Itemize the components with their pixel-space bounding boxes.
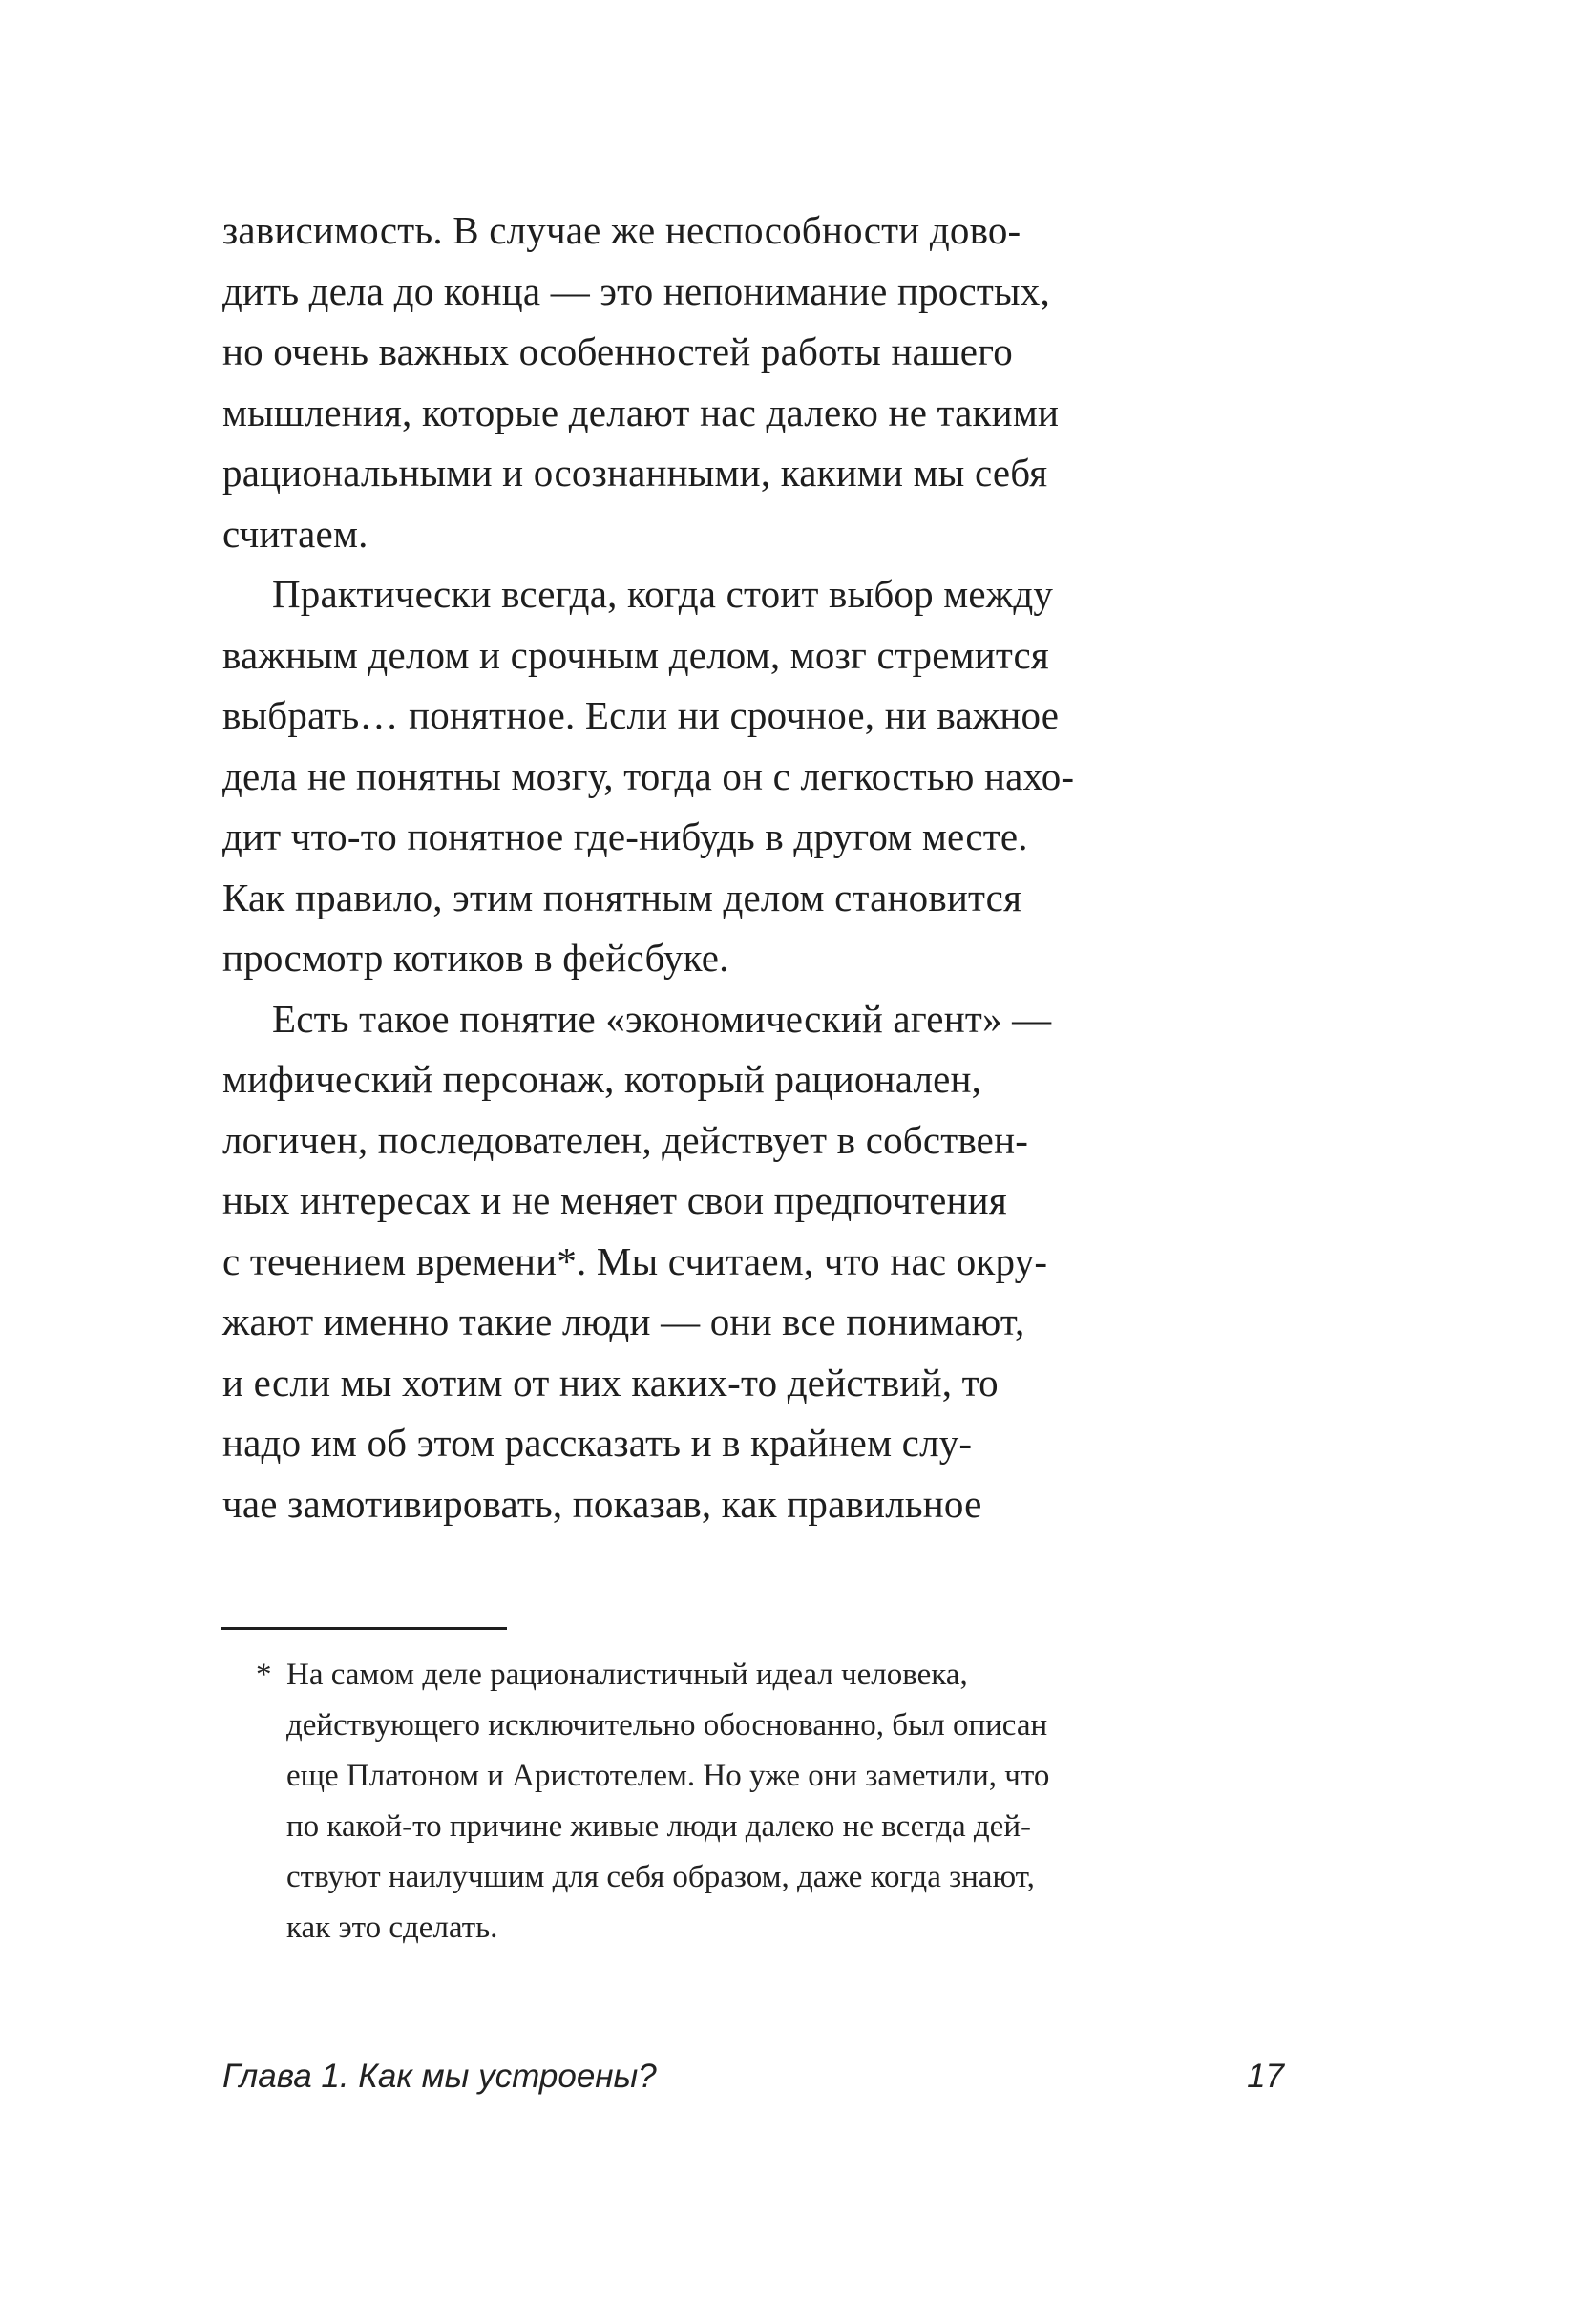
footnote-line: как это сделать. bbox=[286, 1911, 498, 1945]
paragraph bbox=[222, 564, 1282, 989]
footnote-line: действующего исключительно обоснованно, был описан bbox=[286, 1708, 1048, 1743]
running-head: Глава 1. Как мы устроены? bbox=[222, 2058, 657, 2095]
footnote-divider bbox=[221, 1627, 507, 1630]
text-line: мышления, которые делают нас далеко не такими bbox=[222, 390, 1060, 434]
footnote-text: На самом деле рационалистичный идеал человека, bbox=[286, 1658, 968, 1692]
paragraph bbox=[222, 201, 1282, 564]
text-line: дит что-то понятное где-нибудь в другом месте. bbox=[222, 814, 1028, 858]
text-line: Как правило, этим понятным делом становится bbox=[222, 875, 1022, 919]
footnote-line bbox=[256, 1650, 1287, 1701]
footnote bbox=[256, 1650, 1287, 1954]
text-line: Практически всегда, когда стоит выбор между bbox=[272, 572, 1054, 616]
paragraph bbox=[222, 989, 1282, 1535]
text-line: выбрать… понятное. Если ни срочное, ни важное bbox=[222, 693, 1060, 737]
text-line: важным делом и срочным делом, мозг стремится bbox=[222, 632, 1049, 677]
text-line: с течением времени*. Мы считаем, что нас окру- bbox=[222, 1238, 1048, 1283]
text-line: дить дела до конца — это непонимание простых, bbox=[222, 268, 1050, 313]
text-line: надо им об этом рассказать и в крайнем слу- bbox=[222, 1421, 973, 1465]
text-line: чае замотивировать, показав, как правильное bbox=[222, 1481, 982, 1526]
footnote-line: ствуют наилучшим для себя образом, даже когда знают, bbox=[286, 1860, 1035, 1894]
text-line: жают именно такие люди — они все понимают, bbox=[222, 1299, 1025, 1343]
text-line: рациональными и осознанными, какими мы себя bbox=[222, 451, 1048, 495]
text-line: Есть такое понятие «экономический агент» — bbox=[272, 996, 1052, 1041]
text-line: зависимость. В случае же неспособности дово- bbox=[222, 208, 1021, 252]
page-footer bbox=[222, 2053, 1284, 2101]
page-number: 17 bbox=[1247, 2058, 1284, 2095]
footnote-line: еще Платоном и Аристотелем. Но уже они заметили, что bbox=[286, 1759, 1050, 1793]
text-line: и если мы хотим от них каких-то действий, то bbox=[222, 1360, 999, 1405]
text-line: дела не понятны мозгу, тогда он с легкостью нахо- bbox=[222, 753, 1075, 798]
text-line: считаем. bbox=[222, 511, 368, 556]
text-line: просмотр котиков в фейсбуке. bbox=[222, 936, 729, 980]
text-line: ных интересах и не меняет свои предпочтения bbox=[222, 1178, 1007, 1222]
text-line: мифический персонаж, который рационален, bbox=[222, 1057, 982, 1101]
footnote-line: по какой-то причине живые люди далеко не всегда дей- bbox=[286, 1809, 1031, 1844]
footnote-marker: * bbox=[256, 1658, 272, 1692]
text-line: логичен, последователен, действует в собствен- bbox=[222, 1117, 1029, 1162]
body-text bbox=[222, 201, 1282, 1534]
text-line: но очень важных особенностей работы нашего bbox=[222, 329, 1013, 373]
